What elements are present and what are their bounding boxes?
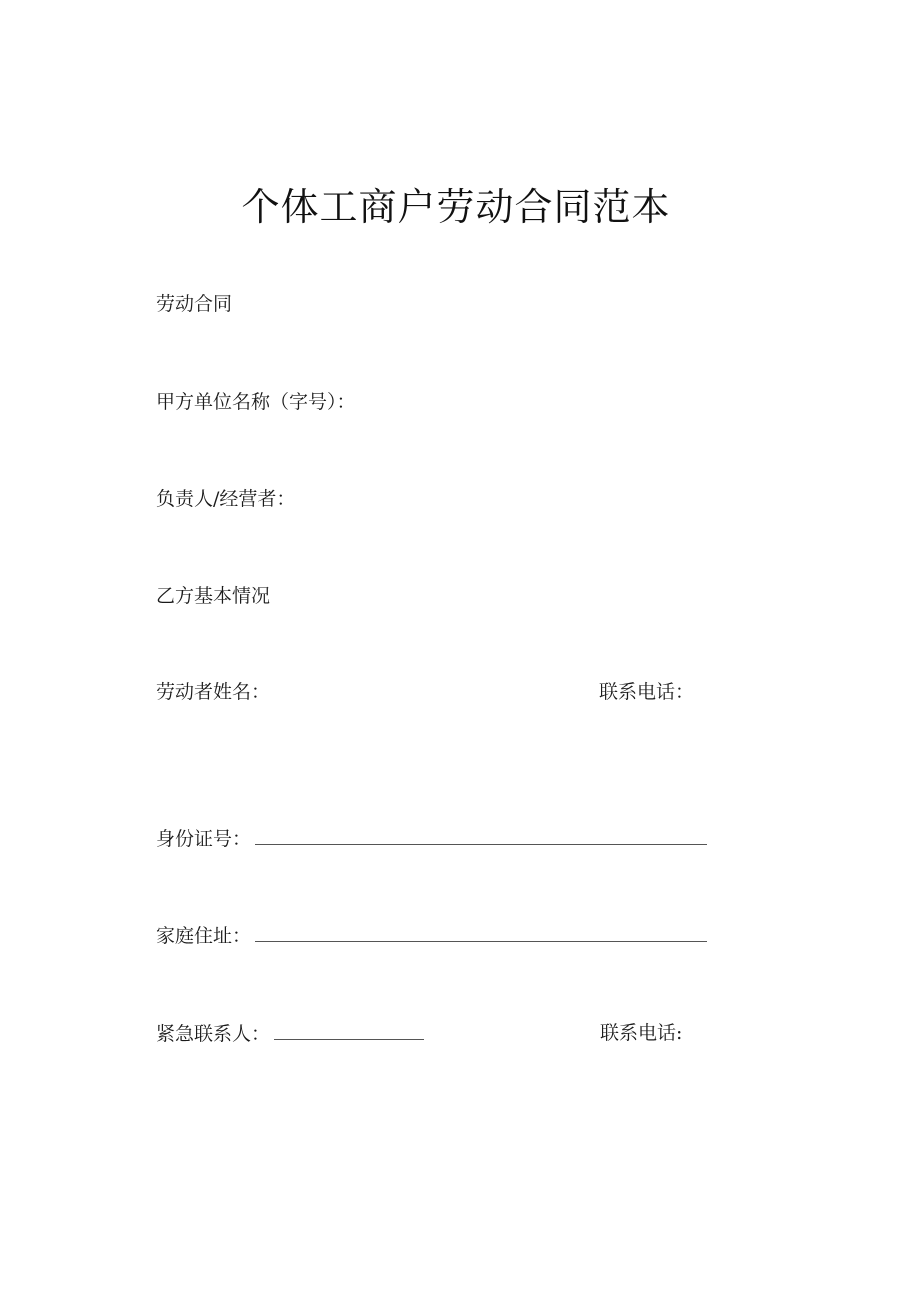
worker-name-label: 劳动者姓名：: [156, 681, 271, 703]
party-a-name-label: 甲方单位名称（字号）：: [156, 391, 356, 413]
party-b-section-label: 乙方基本情况: [156, 585, 271, 607]
home-address-blank[interactable]: [255, 923, 707, 942]
emergency-phone-label: 联系电话:: [600, 1022, 683, 1044]
home-address-label: 家庭住址：: [156, 925, 252, 947]
emergency-contact-row: [156, 1021, 424, 1046]
id-number-label: 身份证号：: [156, 828, 252, 850]
id-number-blank[interactable]: [255, 826, 707, 845]
document-title: 个体工商户劳动合同范本: [241, 185, 671, 229]
emergency-contact-blank[interactable]: [274, 1021, 424, 1040]
id-number-row: [156, 826, 707, 851]
emergency-contact-label: 紧急联系人：: [156, 1023, 271, 1045]
contract-heading: 劳动合同: [156, 293, 233, 315]
party-a-owner-label: 负责人/经营者：: [156, 488, 296, 510]
worker-phone-label: 联系电话：: [599, 681, 695, 703]
home-address-row: [156, 923, 707, 948]
